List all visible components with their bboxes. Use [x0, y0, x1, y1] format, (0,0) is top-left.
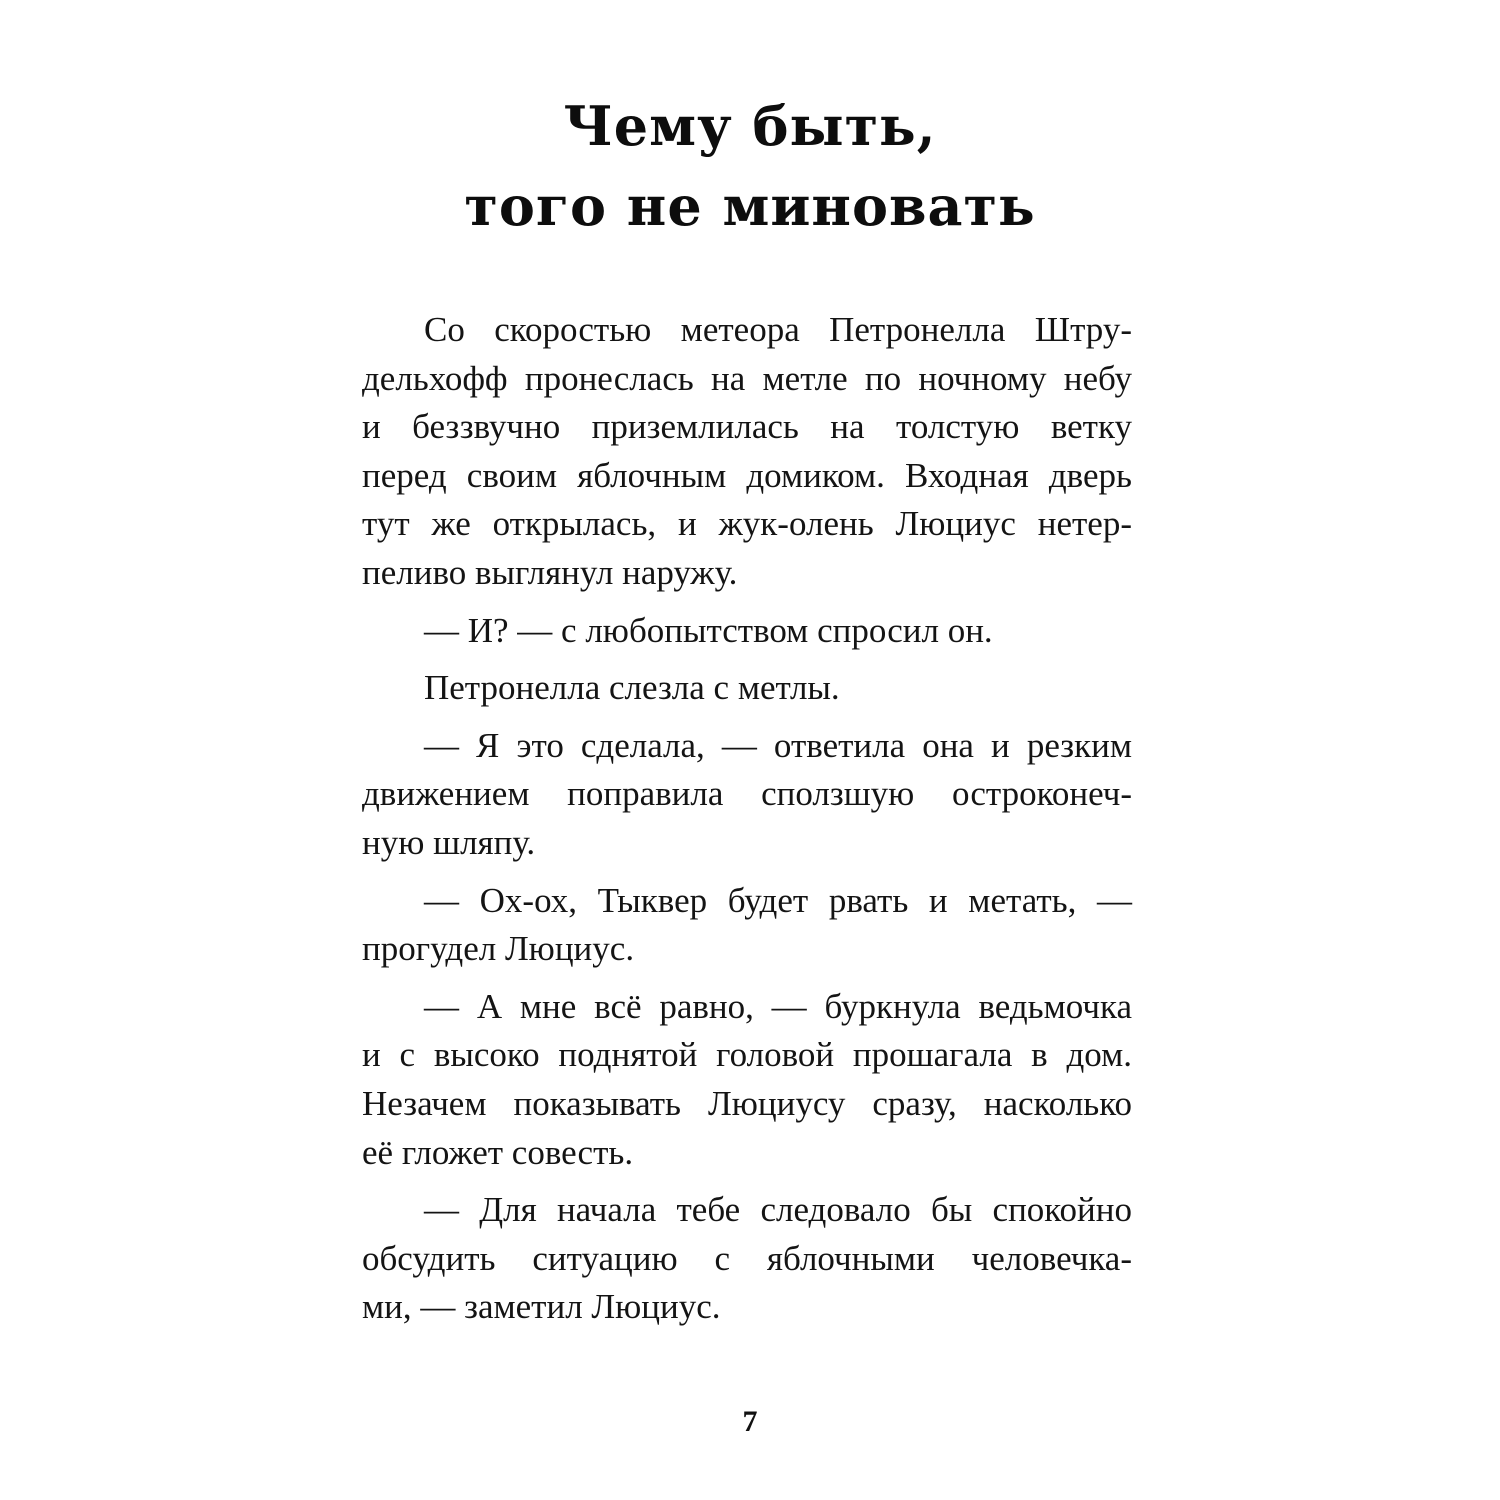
text-line: прогудел Люциус. [362, 929, 635, 969]
paragraph [362, 1186, 1132, 1332]
text-line: и беззвучно приземлилась на толстую ветку [362, 407, 1132, 447]
text-line: перед своим яблочным домиком. Входная дверь [362, 455, 1132, 495]
paragraph [362, 306, 1132, 598]
text-line: ную шляпу. [362, 822, 536, 862]
page-number: 7 [742, 1405, 758, 1438]
text-line: Петронелла слезла с метлы. [424, 668, 840, 708]
chapter-title [0, 86, 1500, 246]
text-line: Со скоростью метеора Петронелла Штру- [424, 310, 1132, 349]
paragraph [362, 877, 1132, 974]
text-line: пеливо выглянул наружу. [362, 552, 738, 592]
text-line: — А мне всё равно, — буркнула ведьмочка [424, 986, 1132, 1026]
text-line: её гложет совесть. [362, 1132, 634, 1172]
text-line: — Ох-ох, Тыквер будет рвать и метать, — [424, 880, 1132, 920]
body-text [362, 306, 1132, 1332]
text-line: — И? — с любопытством спросил он. [424, 610, 993, 650]
text-line: обсудить ситуацию с яблочными человечка- [362, 1238, 1132, 1278]
paragraph [362, 722, 1132, 868]
text-line: — Я это сделала, — ответила она и резким [424, 725, 1132, 765]
chapter-title-line-1: Чему быть, [563, 94, 937, 158]
paragraph [362, 983, 1132, 1177]
paragraph [362, 607, 1132, 656]
text-line: Незачем показывать Люциусу сразу, насколько [362, 1083, 1132, 1123]
text-line: ми, — заметил Люциус. [362, 1287, 721, 1327]
text-line: и с высоко поднятой головой прошагала в дом. [362, 1035, 1132, 1075]
paragraph [362, 664, 1132, 713]
text-line: тут же открылась, и жук-олень Люциус нетер- [362, 504, 1132, 544]
chapter-title-line-2: того не миновать [464, 174, 1036, 238]
text-line: движением поправила сползшую остроконеч- [362, 774, 1132, 814]
text-line: дельхофф пронеслась на метле по ночному небу [362, 358, 1132, 398]
text-line: — Для начала тебе следовало бы спокойно [424, 1190, 1132, 1230]
